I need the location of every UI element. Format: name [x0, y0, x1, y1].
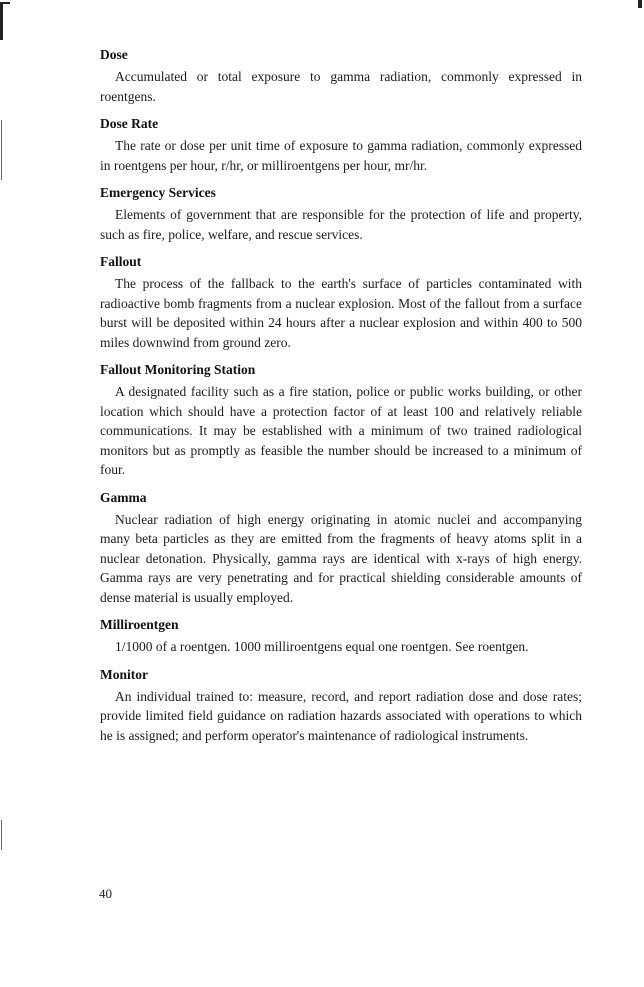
glossary-entry — [100, 253, 582, 352]
entry-term: Gamma — [100, 489, 147, 505]
entry-definition: An individual trained to: measure, record, and report radiation dose and dose rates; provide limited field guidance on radiation hazards associated with operations to which he is assigned; and perform operator's maintenance of radiological instruments. — [100, 688, 582, 743]
scan-edge-mark — [1, 820, 2, 850]
entry-term: Fallout — [100, 254, 142, 269]
page-number: 40 — [99, 886, 112, 901]
scan-edge-mark — [1, 120, 2, 180]
entry-term: Emergency Services — [100, 185, 216, 200]
entry-term: Monitor — [100, 666, 148, 682]
entry-term: Milliroentgen — [100, 617, 179, 632]
entry-definition: Nuclear radiation of high energy originating in atomic nuclei and accompanying many beta particles as they are emitted from the fragments of heavy atoms split in a nuclear detonation. Physically, gamma rays are identical with x-rays of high energy. Gamma rays are very penetrating and for practical shielding considerable amounts of dense material is usually employed. — [100, 511, 582, 605]
entry-definition: The process of the fallback to the earth's surface of particles contaminated with radioactive bomb fragments from a nuclear explosion. Most of the fallout from a surface burst will be deposited within 24 hours after a nuclear explosion and within 400 to 500 miles downwind from ground zero. — [100, 276, 582, 350]
entry-term: Dose — [100, 47, 128, 62]
glossary-entry — [100, 184, 582, 244]
glossary-entry — [100, 46, 582, 106]
glossary-entry — [100, 489, 582, 608]
entry-definition: A designated facility such as a fire station, police or public works building, or other location which should have a protection factor of at least 100 and relatively reliable communications. It may be established with a minimum of two trained radiological monitors but as promptly as feasible the number should be increased to a minimum of four. — [100, 384, 582, 477]
glossary-entry — [100, 666, 582, 746]
glossary-entry — [100, 361, 582, 480]
entry-definition: Elements of government that are responsible for the protection of life and property, such as fire, police, welfare, and rescue services. — [100, 207, 582, 242]
scan-edge-mark — [0, 2, 10, 4]
glossary-entry — [100, 115, 582, 175]
glossary-page — [100, 46, 582, 754]
entry-term: Fallout Monitoring Station — [100, 362, 256, 377]
glossary-entry — [100, 616, 582, 657]
entry-term: Dose Rate — [100, 116, 159, 131]
entry-definition: Accumulated or total exposure to gamma radiation, commonly expressed in roentgens. — [100, 69, 582, 104]
entry-definition: The rate or dose per unit time of exposure to gamma radiation, commonly expressed in roentgens per hour, r/hr, or milliroentgens per hour, mr/hr. — [100, 138, 582, 173]
scan-edge-mark — [0, 2, 3, 40]
entry-definition: 1/1000 of a roentgen. 1000 milliroentgens equal one roentgen. See roentgen. — [115, 639, 529, 654]
scan-edge-mark — [638, 0, 642, 8]
